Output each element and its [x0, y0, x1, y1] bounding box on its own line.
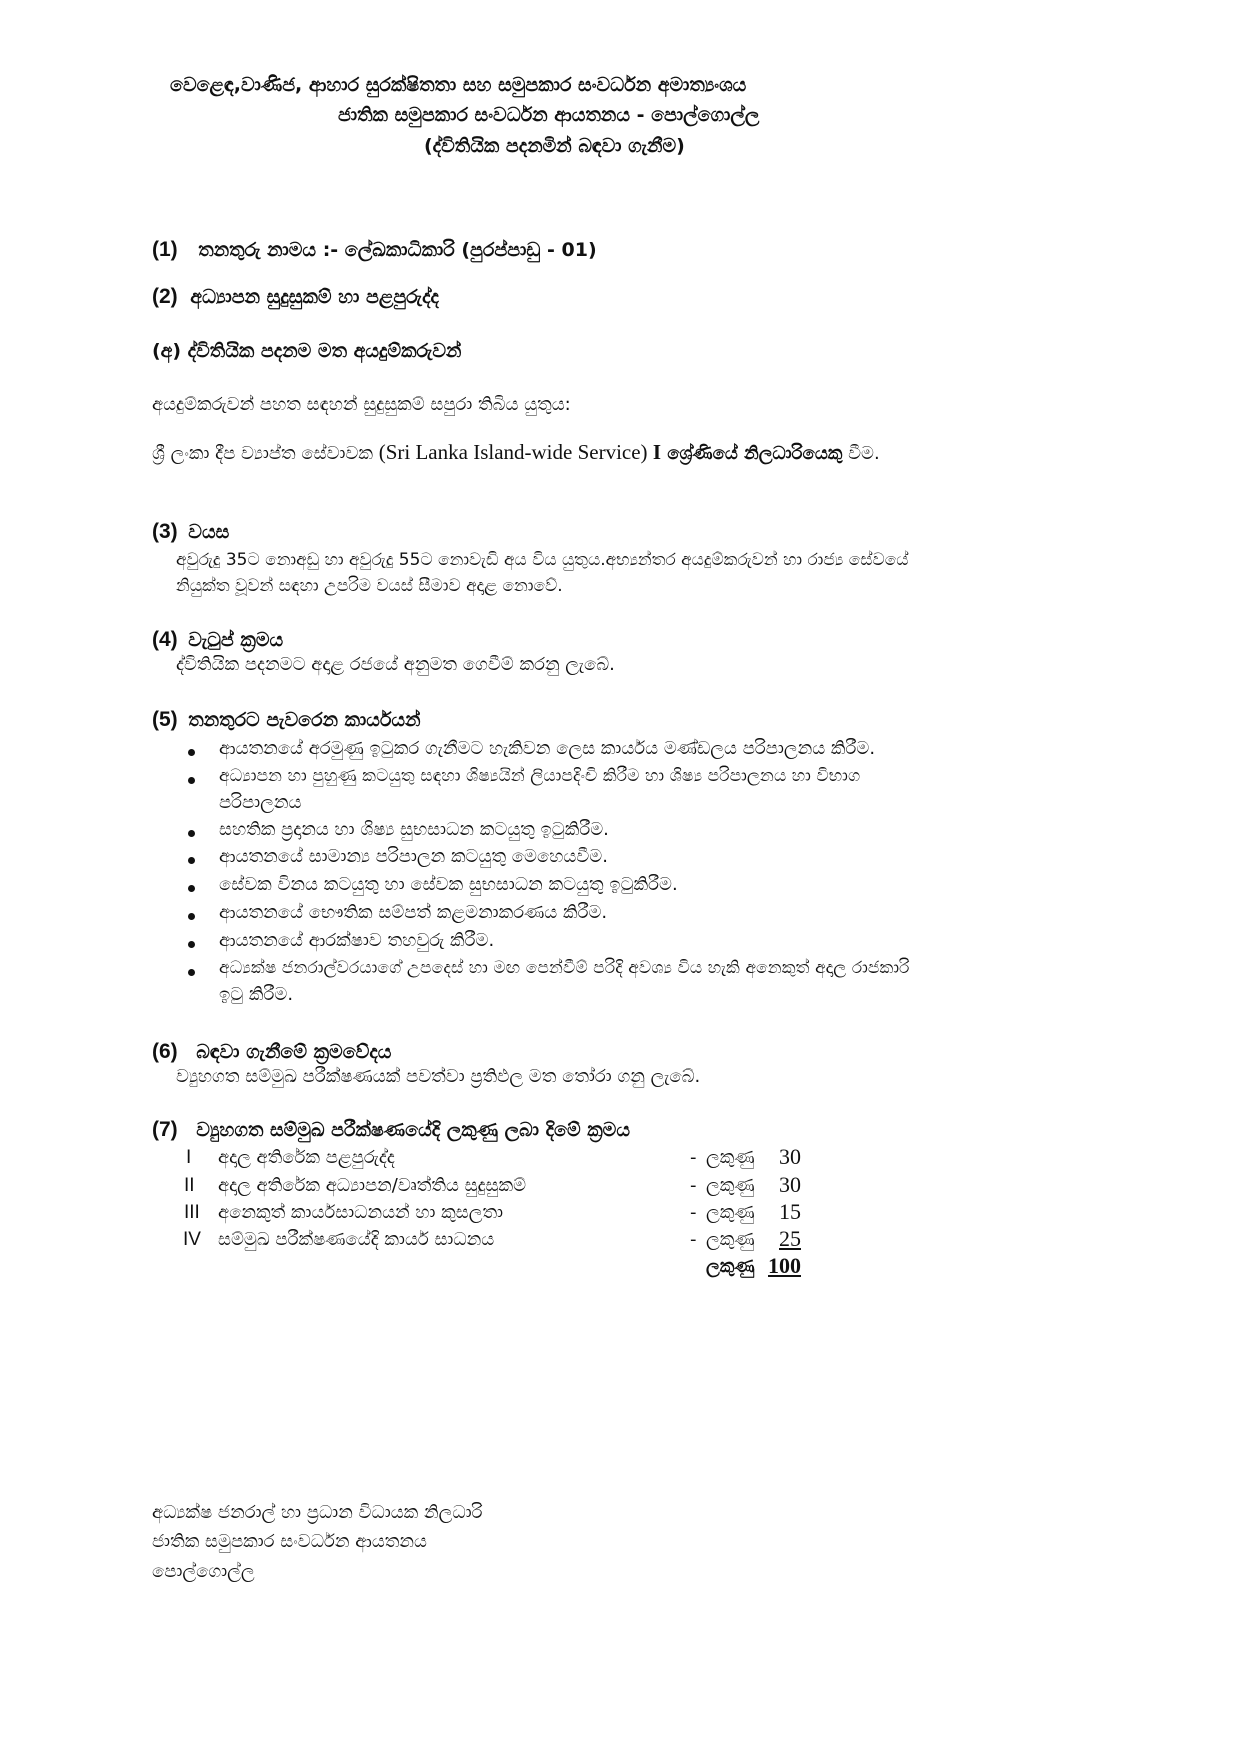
duty-item: අධ්‍යක්ෂ ජනරාල්වරයාගේ උපදෙස් හා මඟ පෙන්වීම් පරිදි අවශ්‍ය විය හැකි අනෙකුත් අදාල රාජකාරි	[219, 958, 910, 978]
duty-item: ආයතනයේ භෞතික සම්පත් කළමනාකරණය කිරීම.	[219, 902, 608, 923]
bullet-icon	[188, 941, 195, 948]
section-number: (4)	[152, 628, 178, 651]
signatory-institute: ජාතික සමුපකාර සංවර්ධන ආයතනය	[152, 1531, 427, 1552]
section-5-heading	[152, 708, 421, 732]
ministry-title: වෙළෙඳ,වාණිජ, ආහාර සුරක්ෂිතතා සහ සමුපකාර සංවර්ධන අමාත්‍යංශය	[170, 74, 747, 96]
section-label: වැටුප් ක්‍රමය	[188, 629, 284, 651]
bullet-icon	[188, 749, 195, 756]
bullet-icon	[188, 969, 195, 976]
section-4-heading	[152, 628, 283, 652]
row-numeral: I	[186, 1147, 192, 1168]
section-number: (3)	[152, 520, 178, 543]
section-2-heading	[152, 285, 439, 309]
section-3-heading	[152, 520, 229, 544]
row-dash: -	[690, 1202, 697, 1223]
section-label: වයස	[188, 521, 230, 543]
duty-item-continuation: පරිපාලනය	[219, 792, 302, 813]
section-number: (6)	[152, 1040, 178, 1063]
bullet-icon	[188, 777, 195, 784]
section-label: අධ්‍යාපන සුදුසුකම් හා පළපුරුද්ද	[190, 286, 439, 308]
section-number: (7)	[152, 1118, 178, 1141]
duty-item: සහතික ප්‍රදානය හා ශිෂ්‍ය සුභසාධන කටයුතු ඉටුකිරීම.	[219, 819, 609, 840]
signatory-location: පොල්ගොල්ල	[152, 1561, 255, 1582]
req-text: ශ්‍රී ලංකා දීප ව්‍යාප්ත සේවාවක	[152, 443, 379, 464]
row-marks: 15	[779, 1199, 801, 1224]
row-marks: 25	[779, 1226, 801, 1251]
institute-title: ජාතික සමුපකාර සංවර්ධන ආයතනය - පොල්ගොල්ල	[338, 104, 760, 126]
row-description: සම්මුඛ පරීක්ෂණයේදි කාර්ය සාධනය	[218, 1229, 495, 1250]
row-unit: ලකුණු	[706, 1202, 755, 1223]
section-label: තනතුරට පැවරෙන කාර්යයන්	[188, 709, 421, 731]
bullet-icon	[188, 830, 195, 837]
duty-item: අධ්‍යාපන හා පුහුණු කටයුතු සඳහා ශිෂ්‍යයින් ලියාපදිංචි කිරීම හා ශිෂ්‍ය පරිපාලනය හා විභාග	[219, 766, 861, 786]
duty-item: ආයතනයේ අරමුණු ඉටුකර ගැනීමට හැකිවන ලෙස කාර්යය මණ්ඩලය පරිපාලනය කිරීම.	[219, 738, 876, 759]
req-end: වීම.	[842, 443, 880, 464]
row-dash: -	[690, 1175, 697, 1196]
row-unit: ලකුණු	[706, 1175, 755, 1196]
section-number: (2)	[152, 285, 178, 308]
row-description: අදාල අතිරේක පළපුරුද්ද	[218, 1147, 395, 1168]
section-7-heading	[152, 1118, 630, 1142]
row-numeral: III	[184, 1202, 200, 1223]
req-officer: ශ්‍රේණියේ නිලධාරියෙකු	[661, 443, 843, 464]
section-label: ව්‍යුහගත සම්මුඛ පරීක්ෂණයේදි ලකුණු ලබා දිමේ ක්‍රමය	[196, 1119, 631, 1141]
row-unit: ලකුණු	[706, 1229, 755, 1250]
row-description: අදාල අතිරේක අධ්‍යාපන/වෘත්තිය සුදුසුකම්	[218, 1175, 527, 1196]
post-title: තනතුරු නාමය :- ලේඛකාධිකාරි (පුරප්පාඩු - 01)	[198, 239, 597, 261]
total-unit: ලකුණු	[706, 1256, 755, 1277]
duty-item: ආයතනයේ ආරක්ෂාව තහවුරු කිරීම.	[219, 930, 495, 951]
section-6-heading	[152, 1040, 391, 1064]
total-marks: 100	[768, 1253, 801, 1278]
document-subtitle: (ද්විතියික පදනමින් බඳවා ගැනීම)	[424, 135, 685, 157]
section-1-heading	[152, 238, 597, 262]
section-label: බඳවා ගැනීමේ ක්‍රමවේදය	[196, 1041, 392, 1063]
signatory-title: අධ්‍යක්ෂ ජනරාල් හා ප්‍රධාන විධායක නිලධාරි	[152, 1502, 483, 1523]
row-dash: -	[690, 1229, 697, 1250]
bullet-icon	[188, 885, 195, 892]
row-description: අනෙකුත් කාර්යසාධනයන් හා කුසලතා	[218, 1202, 504, 1223]
age-text-line-2: නියුක්ත වූවන් සඳහා උපරිම වයස් සීමාව අදාළ නොවේ.	[176, 576, 563, 596]
bullet-icon	[188, 857, 195, 864]
row-unit: ලකුණු	[706, 1147, 755, 1168]
section-number: (5)	[152, 708, 178, 731]
section-2a-heading: (අ) ද්විතියික පදනම මත අයදුම්කරුවන්	[152, 340, 462, 362]
row-dash: -	[690, 1147, 697, 1168]
req-grade: I	[652, 440, 661, 464]
duty-item-continuation: ඉටු කිරීම.	[219, 984, 294, 1005]
salary-text: ද්විතියික පදනමට අදාළ රජයේ අනුමත ගෙවීම් කරනු ලැබේ.	[176, 654, 615, 675]
row-numeral: IV	[183, 1229, 201, 1250]
qualification-intro: අයදුම්කරුවන් පහත සඳහන් සුදුසුකම් සපුරා තිබිය යුතුය:	[152, 394, 571, 415]
row-marks: 30	[779, 1144, 801, 1169]
age-text-line-1: අවුරුදු 35ට නොඅඩු හා අවුරුදු 55ට නොවැඩි අය විය යුතුය.අභ්‍යන්තර අයදුම්කරුවන් හා රාජ්‍ය සේවයේ	[176, 550, 909, 570]
bullet-icon	[188, 913, 195, 920]
row-marks: 30	[779, 1172, 801, 1197]
duty-item: ආයතනයේ සාමාන්‍ය පරිපාලන කටයුතු මෙහෙයවීම.	[219, 846, 608, 867]
row-numeral: II	[184, 1175, 195, 1196]
req-english: (Sri Lanka Island-wide Service)	[378, 440, 653, 464]
section-number: (1)	[152, 238, 178, 261]
qualification-requirement	[152, 440, 880, 465]
duty-item: සේවක විනය කටයුතු හා සේවක සුභසාධන කටයුතු ඉටුකිරීම.	[219, 874, 678, 895]
selection-text: ව්‍යුහගත සම්මුඛ පරීක්ෂණයක් පවත්වා ප්‍රතිඵල මත තෝරා ගනු ලැබේ.	[176, 1066, 701, 1087]
